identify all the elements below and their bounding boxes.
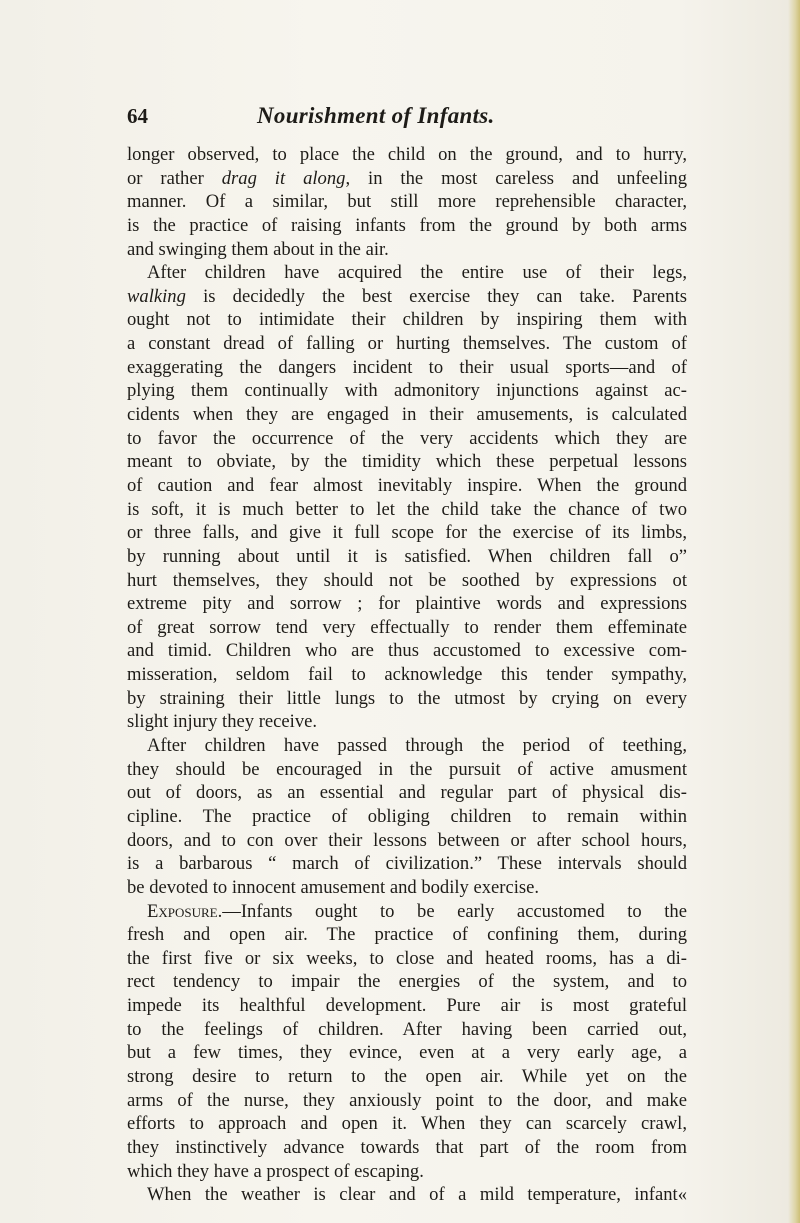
text-segment: be devoted to innocent amusement and bodily exercise. xyxy=(127,876,540,898)
text-line xyxy=(127,994,687,1018)
text-line xyxy=(127,285,687,309)
text-line xyxy=(127,663,687,687)
running-title: Nourishment of Infants. xyxy=(257,103,495,128)
page-header xyxy=(127,104,687,134)
text-segment: strong desire to return to the open air. While yet on the xyxy=(127,1065,687,1087)
text-line xyxy=(127,592,687,616)
text-segment: by running about until it is satisfied. When children fall o” xyxy=(127,545,687,567)
text-segment: manner. Of a similar, but still more reprehensible character, xyxy=(127,191,687,213)
text-segment: to the feelings of children. After having been carried out, xyxy=(127,1018,687,1040)
text-line xyxy=(127,616,687,640)
text-segment: or three falls, and give it full scope for the exercise of its limbs, xyxy=(127,522,687,544)
section-heading: Exposure. xyxy=(147,900,223,922)
text-line xyxy=(127,427,687,451)
text-line xyxy=(127,1041,687,1065)
text-segment: of great sorrow tend very effectually to render them effeminate xyxy=(127,616,687,638)
text-line xyxy=(127,356,687,380)
text-segment: but a few times, they evince, even at a very early age, a xyxy=(127,1042,687,1064)
text-line xyxy=(127,379,687,403)
text-line xyxy=(127,829,687,853)
text-line xyxy=(127,1018,687,1042)
text-line xyxy=(127,970,687,994)
text-line xyxy=(127,947,687,971)
text-segment: they instinctively advance towards that part of the room from xyxy=(127,1136,687,1158)
text-segment: arms of the nurse, they anxiously point to the door, and make xyxy=(127,1089,687,1111)
text-segment: After children have passed through the period of teething, xyxy=(147,735,687,757)
body-text xyxy=(127,143,687,1207)
text-line xyxy=(127,450,687,474)
italic-phrase: drag it along xyxy=(221,167,346,189)
text-segment: hurt themselves, they should not be soothed by expressions ot xyxy=(127,569,687,591)
text-line xyxy=(127,1112,687,1136)
text-line xyxy=(127,521,687,545)
text-segment: doors, and to con over their lessons between or after school hours, xyxy=(127,829,687,851)
text-segment: cidents when they are engaged in their amusements, is calculated xyxy=(127,404,687,426)
text-line xyxy=(127,734,687,758)
text-segment: meant to obviate, by the timidity which these perpetual lessons xyxy=(127,451,687,473)
text-segment: is the practice of raising infants from the ground by both arms xyxy=(127,214,687,236)
text-line xyxy=(127,403,687,427)
text-segment: and timid. Children who are thus accustomed to excessive com- xyxy=(127,640,687,662)
text-segment: misseration, seldom fail to acknowledge this tender sympathy, xyxy=(127,664,687,686)
text-line xyxy=(127,710,687,734)
text-line xyxy=(127,1160,687,1184)
text-line xyxy=(127,498,687,522)
text-segment: which they have a prospect of escaping. xyxy=(127,1160,424,1182)
text-line xyxy=(127,1183,687,1207)
text-line xyxy=(127,1089,687,1113)
text-segment: , in the most careless and unfeeling xyxy=(345,167,687,189)
text-line xyxy=(127,190,687,214)
text-line xyxy=(127,1065,687,1089)
text-line xyxy=(127,852,687,876)
text-line xyxy=(127,1136,687,1160)
text-line xyxy=(127,238,687,262)
text-line xyxy=(127,214,687,238)
text-line xyxy=(127,876,687,900)
text-segment: cipline. The practice of obliging children to remain within xyxy=(127,805,687,827)
text-segment: out of doors, as an essential and regular part of physical dis- xyxy=(127,782,687,804)
text-segment: and swinging them about in the air. xyxy=(127,238,389,260)
text-line xyxy=(127,805,687,829)
text-segment: extreme pity and sorrow ; for plaintive words and expressions xyxy=(127,593,687,615)
text-segment: ought not to intimidate their children by inspiring them with xyxy=(127,309,687,331)
text-line xyxy=(127,781,687,805)
italic-phrase: walking xyxy=(127,285,186,307)
text-segment: impede its healthful development. Pure air is most grateful xyxy=(127,995,687,1017)
text-line xyxy=(127,687,687,711)
text-segment: the first five or six weeks, to close and heated rooms, has a di- xyxy=(127,947,687,969)
text-segment: is decidedly the best exercise they can take. Parents xyxy=(185,285,687,307)
text-segment: exaggerating the dangers incident to their usual sports—and of xyxy=(127,356,687,378)
text-segment: —Infants ought to be early accustomed to the xyxy=(222,900,687,922)
text-line xyxy=(127,261,687,285)
text-segment: plying them continually with admonitory injunctions against ac- xyxy=(127,380,687,402)
text-segment: to favor the occurrence of the very accidents which they are xyxy=(127,427,687,449)
page-number: 64 xyxy=(127,104,148,128)
text-line xyxy=(127,474,687,498)
text-segment: they should be encouraged in the pursuit of active amusment xyxy=(127,758,687,780)
text-segment: by straining their little lungs to the utmost by crying on every xyxy=(127,687,687,709)
text-segment: or rather xyxy=(127,167,222,189)
text-segment: slight injury they receive. xyxy=(127,711,318,733)
text-segment: rect tendency to impair the energies of the system, and to xyxy=(127,971,687,993)
text-segment: fresh and open air. The practice of confining them, during xyxy=(127,924,687,946)
text-segment: is a barbarous “ march of civilization.” These intervals should xyxy=(127,853,687,875)
text-line xyxy=(127,167,687,191)
text-line xyxy=(127,758,687,782)
text-line xyxy=(127,639,687,663)
text-line xyxy=(127,308,687,332)
text-segment: of caution and fear almost inevitably inspire. When the ground xyxy=(127,474,687,496)
text-segment: longer observed, to place the child on the ground, and to hurry, xyxy=(127,144,687,165)
text-segment: After children have acquired the entire use of their legs, xyxy=(147,262,687,284)
text-segment: When the weather is clear and of a mild temperature, infant« xyxy=(147,1184,687,1206)
text-line xyxy=(127,569,687,593)
text-line xyxy=(127,923,687,947)
text-line xyxy=(127,143,687,167)
text-segment: is soft, it is much better to let the child take the chance of two xyxy=(127,498,687,520)
text-line xyxy=(127,900,687,924)
text-segment: a constant dread of falling or hurting themselves. The custom of xyxy=(127,333,687,355)
page-edge xyxy=(788,0,800,1223)
text-line xyxy=(127,545,687,569)
text-line xyxy=(127,332,687,356)
text-segment: efforts to approach and open it. When they can scarcely crawl, xyxy=(127,1113,687,1135)
